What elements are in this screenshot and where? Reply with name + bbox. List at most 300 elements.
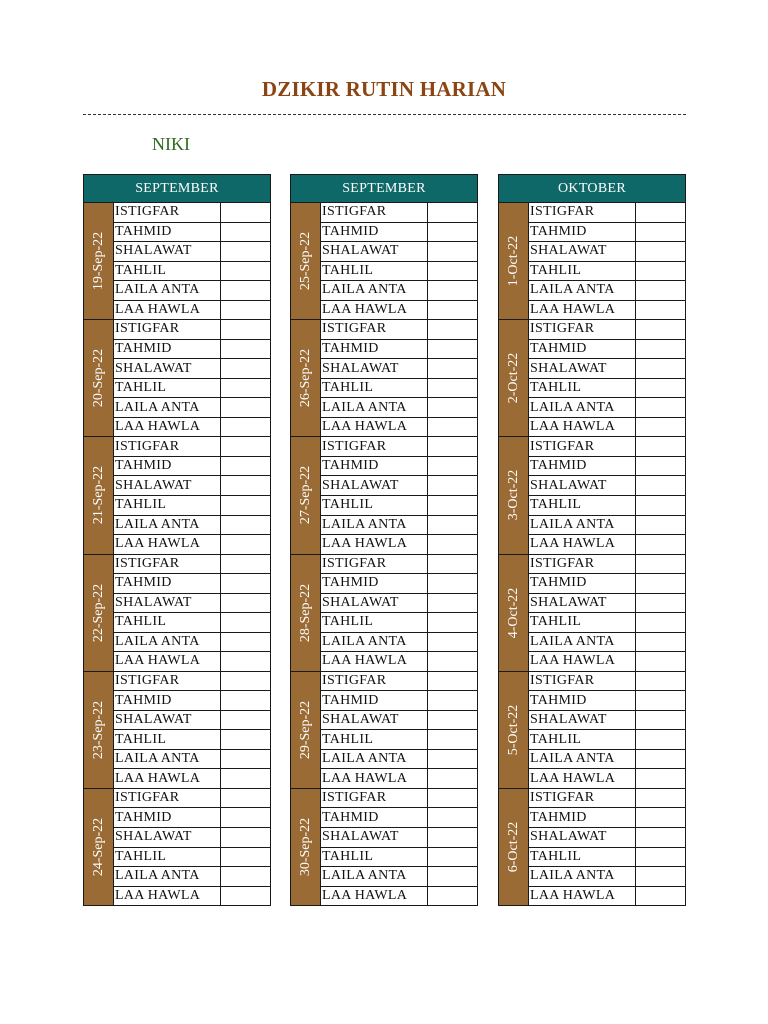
dzikir-row (528, 730, 686, 750)
check-cell[interactable] (427, 379, 478, 399)
check-cell[interactable] (220, 359, 271, 379)
check-cell[interactable] (220, 379, 271, 399)
dzikir-name: LAILA ANTA (320, 398, 427, 418)
dzikir-row (113, 730, 271, 750)
dzikir-name: LAA HAWLA (113, 418, 220, 438)
dzikir-name: LAILA ANTA (528, 750, 635, 770)
check-cell[interactable] (635, 262, 686, 282)
dzikir-row (528, 750, 686, 770)
check-cell[interactable] (427, 516, 478, 536)
check-cell[interactable] (220, 848, 271, 868)
check-cell[interactable] (635, 340, 686, 360)
dzikir-list (113, 320, 271, 437)
check-cell[interactable] (635, 281, 686, 301)
dzikir-row (320, 476, 478, 496)
check-cell[interactable] (635, 867, 686, 887)
check-cell[interactable] (635, 887, 686, 907)
dzikir-row (528, 476, 686, 496)
dzikir-name: SHALAWAT (320, 359, 427, 379)
dzikir-row (113, 594, 271, 614)
dzikir-row (113, 320, 271, 340)
dzikir-row (528, 691, 686, 711)
dzikir-name: SHALAWAT (113, 828, 220, 848)
dzikir-name: TAHMID (528, 574, 635, 594)
check-cell[interactable] (635, 476, 686, 496)
dzikir-row (320, 574, 478, 594)
check-cell[interactable] (427, 340, 478, 360)
dzikir-name: TAHMID (528, 691, 635, 711)
dzikir-name: LAA HAWLA (528, 887, 635, 907)
dzikir-name: SHALAWAT (113, 359, 220, 379)
check-cell[interactable] (427, 711, 478, 731)
check-cell[interactable] (635, 457, 686, 477)
date-label: 20-Sep-22 (90, 349, 106, 408)
date-cell (83, 672, 113, 789)
dzikir-name: SHALAWAT (320, 476, 427, 496)
dzikir-name: SHALAWAT (320, 711, 427, 731)
check-cell[interactable] (220, 281, 271, 301)
check-cell[interactable] (427, 301, 478, 321)
check-cell[interactable] (220, 398, 271, 418)
dzikir-name: TAHMID (113, 691, 220, 711)
dzikir-name: TAHLIL (528, 379, 635, 399)
dzikir-row (113, 457, 271, 477)
dzikir-list (320, 203, 478, 320)
check-cell[interactable] (220, 242, 271, 262)
check-cell[interactable] (635, 437, 686, 457)
check-cell[interactable] (635, 750, 686, 770)
check-cell[interactable] (220, 340, 271, 360)
check-cell[interactable] (635, 203, 686, 223)
check-cell[interactable] (220, 691, 271, 711)
dzikir-name: TAHMID (320, 691, 427, 711)
dzikir-list (528, 555, 686, 672)
dzikir-name: TAHMID (113, 457, 220, 477)
dzikir-name: LAA HAWLA (113, 887, 220, 907)
day-block (290, 203, 478, 320)
check-cell[interactable] (635, 613, 686, 633)
dzikir-row (320, 496, 478, 516)
check-cell[interactable] (427, 887, 478, 907)
check-cell[interactable] (427, 262, 478, 282)
day-block (498, 203, 686, 320)
dzikir-row (528, 398, 686, 418)
dzikir-list (113, 789, 271, 906)
date-label: 24-Sep-22 (90, 817, 106, 877)
dzikir-row (320, 340, 478, 360)
check-cell[interactable] (427, 828, 478, 848)
check-cell[interactable] (220, 594, 271, 614)
check-cell[interactable] (635, 359, 686, 379)
check-cell[interactable] (635, 672, 686, 692)
date-label: 6-Oct-22 (505, 821, 521, 873)
check-cell[interactable] (220, 828, 271, 848)
dzikir-name: ISTIGFAR (528, 555, 635, 575)
dzikir-row (113, 281, 271, 301)
dzikir-row (528, 633, 686, 653)
dzikir-row (113, 203, 271, 223)
check-cell[interactable] (220, 535, 271, 555)
check-cell[interactable] (427, 652, 478, 672)
check-cell[interactable] (635, 808, 686, 828)
dzikir-row (113, 359, 271, 379)
dzikir-name: TAHLIL (113, 262, 220, 282)
dzikir-name: LAILA ANTA (320, 633, 427, 653)
dzikir-row (528, 848, 686, 868)
dzikir-row (113, 516, 271, 536)
dzikir-row (528, 828, 686, 848)
date-cell (290, 320, 320, 437)
dzikir-row (528, 320, 686, 340)
dzikir-name: LAA HAWLA (528, 301, 635, 321)
check-cell[interactable] (635, 730, 686, 750)
dzikir-row (320, 848, 478, 868)
date-label: 5-Oct-22 (505, 704, 521, 756)
date-label: 28-Sep-22 (297, 583, 313, 642)
dzikir-row (528, 379, 686, 399)
dzikir-list (113, 437, 271, 554)
check-cell[interactable] (220, 516, 271, 536)
dzikir-list (528, 437, 686, 554)
check-cell[interactable] (635, 848, 686, 868)
dzikir-row (528, 887, 686, 907)
check-cell[interactable] (427, 281, 478, 301)
dzikir-row (320, 789, 478, 809)
day-block (83, 437, 271, 554)
check-cell[interactable] (427, 555, 478, 575)
dzikir-row (113, 223, 271, 243)
dzikir-row (113, 262, 271, 282)
day-block (83, 555, 271, 672)
check-cell[interactable] (635, 496, 686, 516)
dzikir-list (528, 789, 686, 906)
dzikir-name: LAA HAWLA (113, 652, 220, 672)
date-cell (83, 320, 113, 437)
dzikir-name: TAHLIL (528, 262, 635, 282)
check-cell[interactable] (635, 516, 686, 536)
person-name: NIKI (152, 134, 190, 154)
check-cell[interactable] (427, 691, 478, 711)
day-block (83, 320, 271, 437)
dzikir-name: TAHMID (528, 340, 635, 360)
check-cell[interactable] (220, 887, 271, 907)
dzikir-name: TAHLIL (528, 613, 635, 633)
day-block (290, 555, 478, 672)
check-cell[interactable] (427, 496, 478, 516)
dzikir-name: TAHLIL (320, 496, 427, 516)
dzikir-name: LAILA ANTA (113, 633, 220, 653)
check-cell[interactable] (220, 711, 271, 731)
dzikir-name: SHALAWAT (528, 711, 635, 731)
dzikir-row (320, 398, 478, 418)
check-cell[interactable] (635, 555, 686, 575)
month-header: SEPTEMBER (290, 174, 478, 203)
check-cell[interactable] (427, 789, 478, 809)
check-cell[interactable] (427, 867, 478, 887)
check-cell[interactable] (427, 437, 478, 457)
dzikir-row (528, 281, 686, 301)
day-block (498, 789, 686, 906)
day-block (498, 672, 686, 789)
check-cell[interactable] (427, 730, 478, 750)
dzikir-row (113, 555, 271, 575)
check-cell[interactable] (635, 535, 686, 555)
dzikir-list (320, 789, 478, 906)
dzikir-row (320, 301, 478, 321)
check-cell[interactable] (427, 594, 478, 614)
check-cell[interactable] (427, 223, 478, 243)
dzikir-name: LAILA ANTA (113, 750, 220, 770)
dzikir-name: TAHLIL (320, 848, 427, 868)
check-cell[interactable] (635, 594, 686, 614)
check-cell[interactable] (635, 652, 686, 672)
check-cell[interactable] (427, 808, 478, 828)
dzikir-name: LAA HAWLA (528, 769, 635, 789)
dzikir-row (320, 828, 478, 848)
check-cell[interactable] (427, 848, 478, 868)
day-block (498, 437, 686, 554)
tracker-column-3 (498, 174, 686, 906)
dzikir-row (528, 574, 686, 594)
dzikir-name: TAHMID (320, 574, 427, 594)
dzikir-name: LAILA ANTA (528, 867, 635, 887)
dzikir-name: LAA HAWLA (528, 652, 635, 672)
dzikir-name: TAHLIL (528, 848, 635, 868)
date-label: 25-Sep-22 (297, 231, 313, 291)
dzikir-row (113, 398, 271, 418)
dzikir-name: TAHLIL (113, 848, 220, 868)
day-block (290, 672, 478, 789)
dzikir-name: ISTIGFAR (113, 555, 220, 575)
check-cell[interactable] (427, 769, 478, 789)
dzikir-name: SHALAWAT (320, 828, 427, 848)
dzikir-row (113, 789, 271, 809)
dzikir-row (113, 848, 271, 868)
check-cell[interactable] (220, 633, 271, 653)
date-cell (290, 555, 320, 672)
dzikir-name: TAHMID (320, 808, 427, 828)
date-label: 1-Oct-22 (505, 235, 521, 287)
check-cell[interactable] (427, 750, 478, 770)
dzikir-name: SHALAWAT (320, 242, 427, 262)
dzikir-name: ISTIGFAR (320, 789, 427, 809)
check-cell[interactable] (220, 496, 271, 516)
dzikir-name: LAA HAWLA (320, 652, 427, 672)
dzikir-name: TAHMID (320, 457, 427, 477)
dzikir-row (320, 359, 478, 379)
dzikir-name: ISTIGFAR (528, 320, 635, 340)
dzikir-row (113, 574, 271, 594)
check-cell[interactable] (427, 457, 478, 477)
dzikir-row (320, 730, 478, 750)
dzikir-row (113, 242, 271, 262)
check-cell[interactable] (635, 828, 686, 848)
dzikir-row (113, 613, 271, 633)
dzikir-name: SHALAWAT (113, 711, 220, 731)
dzikir-row (528, 496, 686, 516)
dzikir-row (528, 340, 686, 360)
check-cell[interactable] (427, 418, 478, 438)
check-cell[interactable] (635, 320, 686, 340)
dzikir-row (113, 340, 271, 360)
check-cell[interactable] (427, 633, 478, 653)
dzikir-name: TAHLIL (320, 262, 427, 282)
check-cell[interactable] (220, 437, 271, 457)
dzikir-name: LAILA ANTA (113, 398, 220, 418)
dzikir-name: LAA HAWLA (320, 418, 427, 438)
check-cell[interactable] (220, 730, 271, 750)
check-cell[interactable] (220, 262, 271, 282)
day-block (290, 437, 478, 554)
check-cell[interactable] (220, 613, 271, 633)
date-label: 26-Sep-22 (297, 349, 313, 408)
check-cell[interactable] (220, 769, 271, 789)
dzikir-row (113, 691, 271, 711)
dzikir-row (320, 613, 478, 633)
dzikir-row (320, 867, 478, 887)
check-cell[interactable] (427, 535, 478, 555)
date-cell (290, 437, 320, 554)
check-cell[interactable] (220, 652, 271, 672)
check-cell[interactable] (635, 769, 686, 789)
check-cell[interactable] (635, 379, 686, 399)
check-cell[interactable] (427, 574, 478, 594)
date-cell (83, 437, 113, 554)
dzikir-name: LAA HAWLA (320, 301, 427, 321)
dzikir-row (113, 867, 271, 887)
dzikir-row (320, 379, 478, 399)
check-cell[interactable] (427, 672, 478, 692)
date-cell (498, 555, 528, 672)
dzikir-row (113, 633, 271, 653)
dzikir-row (113, 476, 271, 496)
check-cell[interactable] (427, 398, 478, 418)
dzikir-list (320, 320, 478, 437)
dzikir-name: TAHMID (528, 808, 635, 828)
date-label: 23-Sep-22 (90, 700, 106, 760)
dzikir-name: LAA HAWLA (113, 535, 220, 555)
check-cell[interactable] (220, 476, 271, 496)
dzikir-name: ISTIGFAR (528, 203, 635, 223)
dzikir-name: LAA HAWLA (320, 887, 427, 907)
check-cell[interactable] (427, 359, 478, 379)
dzikir-name: ISTIGFAR (320, 555, 427, 575)
dzikir-name: SHALAWAT (320, 594, 427, 614)
dzikir-row (113, 808, 271, 828)
dzikir-name: TAHLIL (320, 730, 427, 750)
check-cell[interactable] (220, 223, 271, 243)
check-cell[interactable] (220, 555, 271, 575)
dzikir-name: TAHLIL (113, 730, 220, 750)
day-block (290, 320, 478, 437)
check-cell[interactable] (635, 223, 686, 243)
dzikir-list (320, 672, 478, 789)
check-cell[interactable] (427, 613, 478, 633)
check-cell[interactable] (220, 301, 271, 321)
check-cell[interactable] (635, 398, 686, 418)
date-label: 30-Sep-22 (297, 817, 313, 877)
dzikir-row (113, 535, 271, 555)
check-cell[interactable] (220, 203, 271, 223)
dzikir-row (528, 867, 686, 887)
dzikir-row (320, 418, 478, 438)
check-cell[interactable] (220, 750, 271, 770)
dzikir-name: ISTIGFAR (320, 320, 427, 340)
day-block (83, 203, 271, 320)
check-cell[interactable] (220, 789, 271, 809)
check-cell[interactable] (427, 476, 478, 496)
date-label: 2-Oct-22 (505, 353, 521, 404)
dzikir-row (113, 301, 271, 321)
dzikir-row (528, 359, 686, 379)
dzikir-name: LAILA ANTA (113, 516, 220, 536)
check-cell[interactable] (635, 418, 686, 438)
check-cell[interactable] (635, 789, 686, 809)
check-cell[interactable] (635, 633, 686, 653)
check-cell[interactable] (635, 242, 686, 262)
day-block (498, 320, 686, 437)
dzikir-name: ISTIGFAR (528, 789, 635, 809)
dzikir-name: LAILA ANTA (320, 750, 427, 770)
date-label: 22-Sep-22 (90, 583, 106, 642)
check-cell[interactable] (635, 301, 686, 321)
dzikir-row (528, 769, 686, 789)
check-cell[interactable] (220, 320, 271, 340)
dzikir-list (113, 203, 271, 320)
dzikir-name: SHALAWAT (113, 242, 220, 262)
dzikir-list (528, 672, 686, 789)
dzikir-row (528, 711, 686, 731)
dzikir-row (113, 672, 271, 692)
check-cell[interactable] (427, 242, 478, 262)
dzikir-name: LAILA ANTA (528, 281, 635, 301)
date-cell (498, 203, 528, 320)
check-cell[interactable] (635, 691, 686, 711)
dzikir-row (113, 750, 271, 770)
dzikir-name: SHALAWAT (528, 476, 635, 496)
dzikir-row (528, 555, 686, 575)
dzikir-row (113, 887, 271, 907)
dzikir-row (528, 808, 686, 828)
dzikir-row (528, 594, 686, 614)
check-cell[interactable] (220, 574, 271, 594)
check-cell[interactable] (220, 457, 271, 477)
dzikir-name: LAA HAWLA (528, 535, 635, 555)
dzikir-name: ISTIGFAR (320, 203, 427, 223)
check-cell[interactable] (220, 808, 271, 828)
dzikir-row (320, 242, 478, 262)
dzikir-row (528, 789, 686, 809)
dzikir-name: LAA HAWLA (113, 301, 220, 321)
dzikir-list (113, 555, 271, 672)
check-cell[interactable] (220, 672, 271, 692)
dzikir-name: ISTIGFAR (320, 672, 427, 692)
dzikir-row (528, 613, 686, 633)
check-cell[interactable] (635, 711, 686, 731)
check-cell[interactable] (427, 320, 478, 340)
dzikir-name: ISTIGFAR (528, 672, 635, 692)
check-cell[interactable] (220, 418, 271, 438)
dzikir-row (528, 516, 686, 536)
check-cell[interactable] (220, 867, 271, 887)
check-cell[interactable] (635, 574, 686, 594)
dzikir-name: SHALAWAT (113, 476, 220, 496)
check-cell[interactable] (427, 203, 478, 223)
dzikir-row (528, 437, 686, 457)
dzikir-row (320, 652, 478, 672)
dzikir-name: ISTIGFAR (113, 672, 220, 692)
dzikir-name: ISTIGFAR (113, 320, 220, 340)
